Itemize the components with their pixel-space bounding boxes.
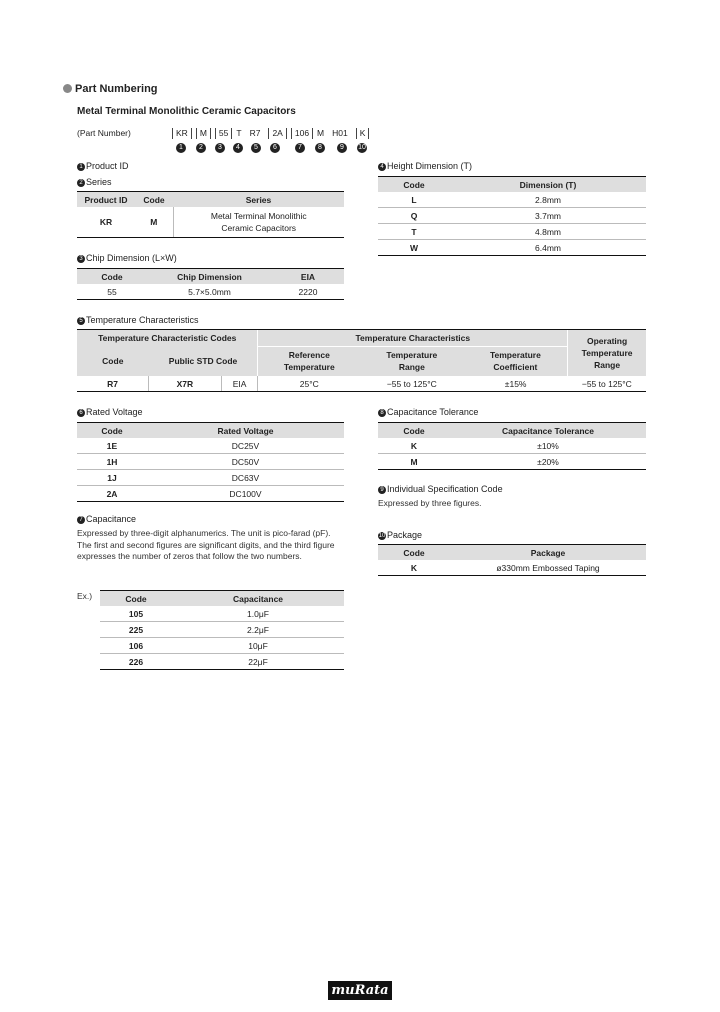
- part-code-2: M: [196, 128, 211, 139]
- index-circle-3: 3: [215, 143, 225, 153]
- chip-dimension-table: Code Chip Dimension EIA 55 5.7×5.0mm 2220: [77, 268, 344, 300]
- index-circle-1: 1: [176, 143, 186, 153]
- index-circle-8: 8: [315, 143, 325, 153]
- index-circle-4: 4: [233, 143, 243, 153]
- chip-dimension-heading: 3 Chip Dimension (L×W): [77, 253, 177, 263]
- part-code-7: 106: [291, 128, 313, 139]
- temperature-heading: 5 Temperature Characteristics: [77, 315, 199, 325]
- number-icon: 9: [378, 486, 386, 494]
- series-table: Product ID Code Series KR M Metal Terminal Monolithic Ceramic Capacitors: [77, 191, 344, 238]
- part-code-9: H01: [332, 128, 348, 138]
- individual-spec-text: Expressed by three figures.: [378, 498, 482, 508]
- index-circle-2: 2: [196, 143, 206, 153]
- part-code-10: K: [356, 128, 370, 139]
- capacitance-text: Expressed by three-digit alphanumerics. The unit is pico-farad (pF). The first and second figures are significant digits, and the third figure expresses the number of zeros that follow the two numbers.: [77, 528, 335, 561]
- rated-voltage-heading: 6 Rated Voltage: [77, 407, 143, 417]
- index-circle-6: 6: [270, 143, 280, 153]
- page-title: Part Numbering: [75, 83, 158, 95]
- number-icon: 7: [77, 516, 85, 524]
- number-icon: 4: [378, 163, 386, 171]
- part-code-5: R7: [249, 128, 261, 138]
- capacitance-tolerance-heading: 8 Capacitance Tolerance: [378, 407, 478, 417]
- page-subtitle: Metal Terminal Monolithic Ceramic Capacitors: [77, 106, 296, 117]
- number-icon: 3: [77, 255, 85, 263]
- rated-voltage-table: Code Rated Voltage 1E DC25V 1H DC50V 1J DC63V 2A DC100V: [77, 422, 344, 502]
- part-code-3: 55: [215, 128, 232, 139]
- part-code-1: KR: [172, 128, 192, 139]
- capacitance-table: Code Capacitance 105 1.0μF 225 2.2μF 106 10μF 226 22μF: [100, 590, 344, 670]
- individual-spec-heading: 9 Individual Specification Code: [378, 484, 503, 494]
- section-heading: [63, 83, 158, 95]
- temperature-table: Temperature Characteristic Codes Temperature Characteristics Operating Temperature Range Code Public STD Code Reference Temperature Temperature Range Temperature Coefficient R7 X7R EIA 25°C −55 to 125°C ±15% −55 to 125°C: [77, 329, 646, 392]
- package-table: Code Package K ø330mm Embossed Taping: [378, 544, 646, 576]
- part-code-6: 2A: [268, 128, 286, 139]
- number-icon: 1: [77, 163, 85, 171]
- part-code-8: M: [317, 128, 325, 138]
- number-icon: 5: [77, 317, 85, 325]
- height-table: Code Dimension (T) L 2.8mm Q 3.7mm T 4.8mm W 6.4mm: [378, 176, 646, 256]
- index-circle-5: 5: [251, 143, 261, 153]
- number-icon: 2: [77, 179, 85, 187]
- series-heading: 2 Series: [77, 177, 112, 187]
- example-label: Ex.): [77, 591, 93, 601]
- number-icon: 8: [378, 409, 386, 417]
- murata-logo: muRata: [328, 981, 392, 1000]
- product-id-heading: 1 Product ID: [77, 161, 129, 171]
- part-number-codes: [172, 128, 373, 139]
- capacitance-heading: 7 Capacitance: [77, 514, 136, 524]
- height-heading: 4 Height Dimension (T): [378, 161, 472, 171]
- part-code-4: T: [236, 128, 242, 138]
- number-icon: 6: [77, 409, 85, 417]
- index-circle-10: 10: [358, 144, 366, 151]
- part-number-label: (Part Number): [77, 128, 131, 138]
- capacitance-tolerance-table: Code Capacitance Tolerance K ±10% M ±20%: [378, 422, 646, 470]
- index-circle-7: 7: [295, 143, 305, 153]
- bullet-icon: [63, 84, 72, 93]
- package-heading: 10 Package: [378, 530, 423, 540]
- number-icon: 10: [378, 532, 386, 539]
- index-circle-9: 9: [337, 143, 347, 153]
